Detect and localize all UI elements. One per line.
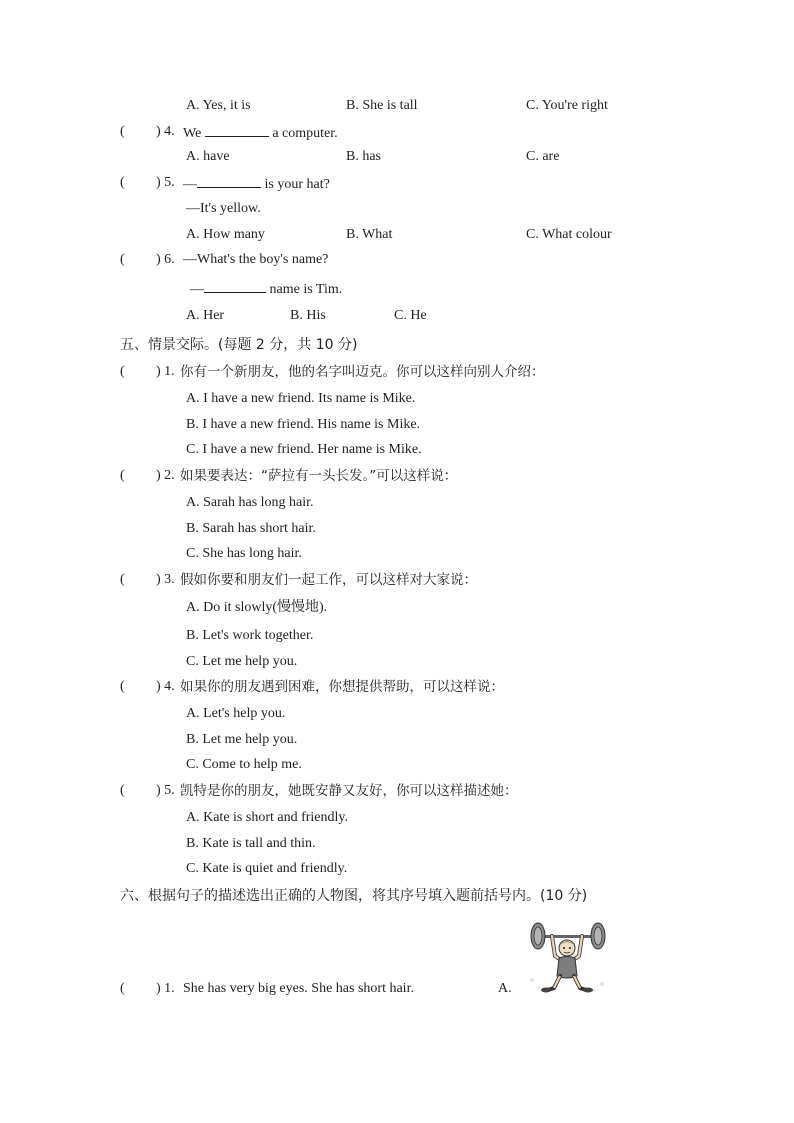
- option: C. What colour: [526, 227, 612, 242]
- option: C. Let me help you.: [186, 654, 298, 669]
- picture-label: A.: [498, 981, 512, 996]
- option: B. I have a new friend. His name is Mike.: [186, 417, 421, 432]
- question-text: We a computer.: [183, 123, 338, 143]
- option: C. She has long hair.: [186, 546, 302, 561]
- option: A. have: [186, 149, 230, 164]
- question-text: —What's the boy's name?: [183, 252, 329, 267]
- option: A. Kate is short and friendly.: [186, 810, 348, 825]
- answer-blank[interactable]: [204, 279, 266, 293]
- option: C. He: [394, 308, 427, 323]
- answer-blank[interactable]: [205, 123, 269, 137]
- option: B. Let me help you.: [186, 732, 298, 747]
- section-heading: 六、根据句子的描述选出正确的人物图，将其序号填入题前括号内。(10 分): [120, 888, 588, 904]
- weightlifter-picture: [524, 920, 610, 996]
- section-heading: 五、情景交际。(每题 2 分，共 10 分): [120, 337, 358, 353]
- option: A. Yes, it is: [186, 98, 251, 113]
- option: B. Sarah has short hair.: [186, 521, 316, 536]
- option: C. You're right: [526, 98, 608, 113]
- option: A. I have a new friend. Its name is Mike.: [186, 391, 416, 406]
- answer-blank[interactable]: [197, 174, 261, 188]
- reply-text: — name is Tim.: [190, 279, 342, 299]
- option: A. Let's help you.: [186, 706, 286, 721]
- question-prompt: 如果你的朋友遇到困难，你想提供帮助，可以这样说：: [180, 679, 504, 695]
- option: B. What: [346, 227, 393, 242]
- option: A. Sarah has long hair.: [186, 495, 314, 510]
- option: C. are: [526, 149, 560, 164]
- option: B. She is tall: [346, 98, 418, 113]
- option: A. How many: [186, 227, 265, 242]
- option: C. Come to help me.: [186, 757, 302, 772]
- option: B. His: [290, 308, 326, 323]
- option: B. has: [346, 149, 381, 164]
- option: C. I have a new friend. Her name is Mike.: [186, 442, 422, 457]
- question-prompt: 凯特是你的朋友，她既安静又友好，你可以这样描述她：: [180, 783, 518, 799]
- option: B. Let's work together.: [186, 628, 314, 643]
- question-text: — is your hat?: [183, 174, 330, 194]
- question-text: She has very big eyes. She has short hair.: [183, 981, 414, 996]
- reply-text: —It's yellow.: [186, 201, 261, 216]
- option: A. Do it slowly(慢慢地).: [186, 600, 328, 615]
- question-prompt: 如果要表达：“萨拉有一头长发。”可以这样说：: [180, 468, 458, 484]
- option: B. Kate is tall and thin.: [186, 836, 316, 851]
- option: A. Her: [186, 308, 225, 323]
- worksheet-page: A. Yes, it is B. She is tall C. You're right ( ) 4. We a computer. A. have B. has C. are ( ) 5. — is your hat? —It's yellow. A. How many B. What C. What colour ( ) 6. —What's the boy's name? — name is Tim. A. Her B. His C. He 五、情景交际。(每题 2 分，共 10 分) ( ) 1. 你有一个新朋友，他的名字叫迈克。你可以这样向别人介绍： A. I have a new friend. Its name is Mike. B. I have a new friend. His name is Mike. C. I have a new friend. Her name is Mike. ( ) 2. 如果要表达：“萨拉有一头长发。”可以这样说： A. Sarah has long hair. B. Sarah has short hair. C. She has long hair. ( ) 3. 假如你要和朋友们一起工作，可以这样对大家说： A. Do it slowly(慢慢地). B. Let's work together. C. Let me help you. ( ) 4. 如果你的朋友遇到困难，你想提供帮助，可以这样说： A. Let's help you. B. Let me help you. C. Come to help me. ( ) 5. 凯特是你的朋友，她既安静又友好，你可以这样描述她： A. Kate is short and friendly. B. Kate is tall and thin. C. Kate is quiet and friendly. 六、根据句子的描述选出正确的人物图，将其序号填入题前括号内。(10 分) ( ) 1. She has very big eyes. She has short hair. A.: [120, 98, 612, 996]
- option: C. Kate is quiet and friendly.: [186, 861, 348, 876]
- question-prompt: 你有一个新朋友，他的名字叫迈克。你可以这样向别人介绍：: [180, 364, 545, 380]
- question-prompt: 假如你要和朋友们一起工作，可以这样对大家说：: [180, 572, 477, 588]
